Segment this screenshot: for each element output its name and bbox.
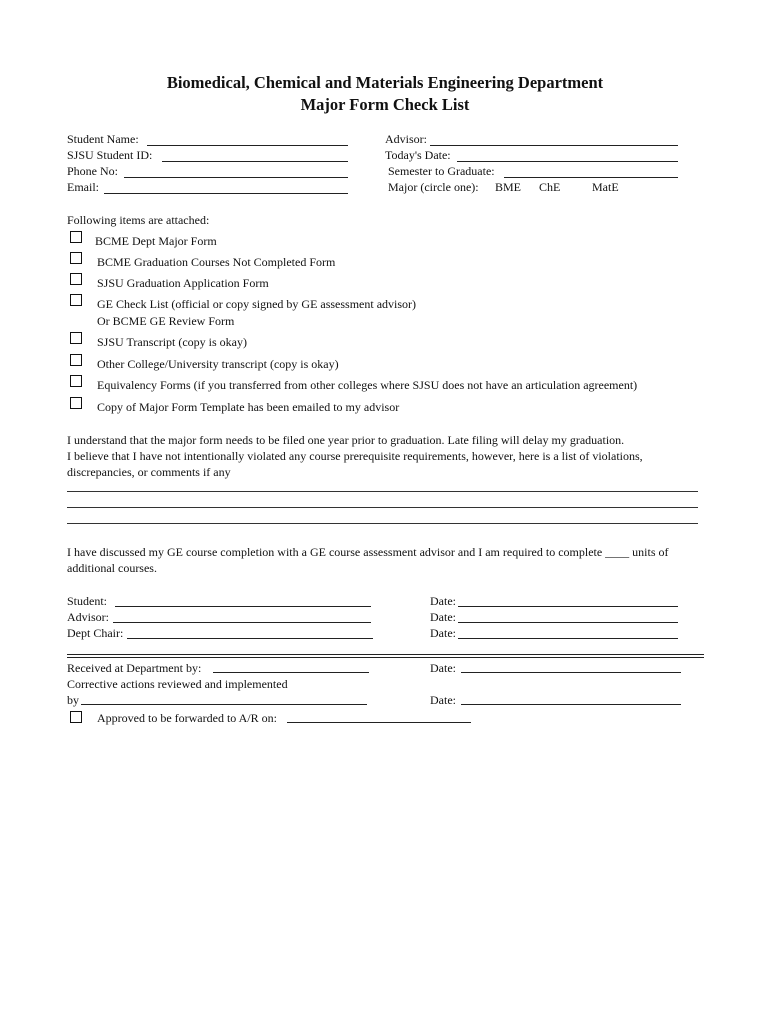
comments-line[interactable] xyxy=(67,507,698,508)
student-signature-label: Student: xyxy=(67,594,108,608)
student-name-field[interactable] xyxy=(147,145,348,146)
phone-label: Phone No: xyxy=(67,164,118,178)
corrective-date-label: Date: xyxy=(430,693,456,707)
form-title: Biomedical, Chemical and Materials Engineering Department xyxy=(166,73,604,92)
approved-label: Approved to be forwarded to A/R on: xyxy=(97,711,277,725)
checkbox-sjsu-transcript[interactable] xyxy=(70,332,82,344)
received-date-label: Date: xyxy=(430,661,456,675)
chair-date-field[interactable] xyxy=(458,638,678,639)
statement-line: discrepancies, or comments if any xyxy=(67,465,231,479)
advisor-label: Advisor: xyxy=(385,132,427,146)
student-id-label: SJSU Student ID: xyxy=(67,148,153,162)
email-label: Email: xyxy=(67,180,99,194)
checklist-item: GE Check List (official or copy signed by GE assessment advisor) xyxy=(97,297,417,311)
checkbox-ge-check-list[interactable] xyxy=(70,294,82,306)
checklist-item-continuation: Or BCME GE Review Form xyxy=(97,314,235,328)
checklist-heading: Following items are attached: xyxy=(67,213,210,227)
todays-date-field[interactable] xyxy=(457,161,678,162)
checklist-item: Equivalency Forms (if you transferred from other colleges where SJSU does not have an articulation agreement) xyxy=(97,378,638,392)
checkbox-equivalency-forms[interactable] xyxy=(70,375,82,387)
corrective-date-field[interactable] xyxy=(461,704,681,705)
advisor-signature-label: Advisor: xyxy=(67,610,109,624)
advisor-signature-field[interactable] xyxy=(113,622,371,623)
received-date-field[interactable] xyxy=(461,672,681,673)
checklist-item: BCME Graduation Courses Not Completed Form xyxy=(97,255,336,269)
student-date-label: Date: xyxy=(430,594,456,608)
corrective-by-field[interactable] xyxy=(81,704,367,705)
email-field[interactable] xyxy=(104,193,348,194)
checkbox-major-form[interactable] xyxy=(70,231,82,243)
checkbox-approved[interactable] xyxy=(70,711,82,723)
corrective-label: Corrective actions reviewed and implemented xyxy=(67,677,288,691)
form-subtitle: Major Form Check List xyxy=(300,95,470,114)
student-name-label: Student Name: xyxy=(67,132,139,146)
semester-field[interactable] xyxy=(504,177,678,178)
student-date-field[interactable] xyxy=(458,606,678,607)
major-option-mate[interactable]: MatE xyxy=(592,180,619,194)
office-use-divider xyxy=(67,654,704,658)
student-signature-field[interactable] xyxy=(115,606,371,607)
advisor-date-field[interactable] xyxy=(458,622,678,623)
todays-date-label: Today's Date: xyxy=(385,148,451,162)
major-label: Major (circle one): xyxy=(388,180,479,194)
ge-statement-line: additional courses. xyxy=(67,561,157,575)
approved-date-field[interactable] xyxy=(287,722,471,723)
major-option-che[interactable]: ChE xyxy=(539,180,561,194)
corrective-by-label: by xyxy=(67,693,79,707)
checkbox-other-transcript[interactable] xyxy=(70,354,82,366)
checkbox-graduation-application[interactable] xyxy=(70,273,82,285)
phone-field[interactable] xyxy=(124,177,348,178)
statement-line: I understand that the major form needs to be filed one year prior to graduation. Late filing will delay my graduation. xyxy=(67,433,625,447)
received-label: Received at Department by: xyxy=(67,661,202,675)
received-field[interactable] xyxy=(213,672,369,673)
chair-signature-label: Dept Chair: xyxy=(67,626,124,640)
checklist-item: SJSU Graduation Application Form xyxy=(97,276,269,290)
chair-signature-field[interactable] xyxy=(127,638,373,639)
statement-line: I believe that I have not intentionally violated any course prerequisite requirements, however, here is a list of violations, xyxy=(67,449,643,463)
checkbox-template-emailed[interactable] xyxy=(70,397,82,409)
checklist-item: Other College/University transcript (copy is okay) xyxy=(97,357,339,371)
checklist-item: BCME Dept Major Form xyxy=(95,234,217,248)
checkbox-courses-not-completed[interactable] xyxy=(70,252,82,264)
comments-line[interactable] xyxy=(67,523,698,524)
comments-line[interactable] xyxy=(67,491,698,492)
student-id-field[interactable] xyxy=(162,161,348,162)
advisor-date-label: Date: xyxy=(430,610,456,624)
chair-date-label: Date: xyxy=(430,626,456,640)
checklist-item: SJSU Transcript (copy is okay) xyxy=(97,335,248,349)
checklist-item: Copy of Major Form Template has been emailed to my advisor xyxy=(97,400,400,414)
ge-statement-line: I have discussed my GE course completion with a GE course assessment advisor and I am required to complete ____ units of xyxy=(67,545,669,559)
major-option-bme[interactable]: BME xyxy=(495,180,522,194)
advisor-field[interactable] xyxy=(430,145,678,146)
semester-label: Semester to Graduate: xyxy=(388,164,495,178)
